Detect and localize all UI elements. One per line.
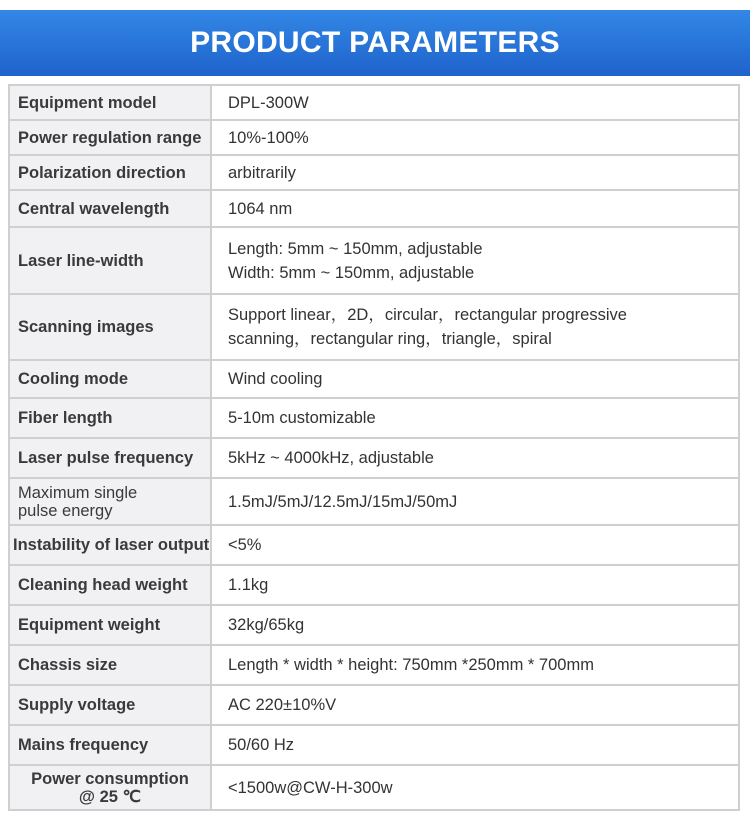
- param-value-text: 10%-100%: [228, 128, 309, 147]
- param-label: [9, 360, 211, 398]
- param-label-text: Laser line-width: [18, 251, 144, 270]
- param-label-text: Laser pulse frequency: [18, 449, 194, 467]
- param-label-text: Central wavelength: [18, 199, 170, 218]
- param-label: [9, 525, 211, 565]
- param-value-text: Length * width * height: 750mm *250mm * 700mm: [228, 656, 594, 674]
- table-row: [9, 645, 739, 685]
- param-value-text: 1064 nm: [228, 199, 293, 218]
- param-label: [9, 227, 211, 294]
- param-label: [9, 190, 211, 227]
- param-value-text: AC 220±10%V: [228, 696, 337, 714]
- table-row: [9, 478, 739, 525]
- param-value: [211, 765, 739, 810]
- table-row: [9, 190, 739, 227]
- param-label-text: Equipment model: [18, 93, 157, 112]
- param-value-text: arbitrarily: [228, 163, 296, 182]
- param-label-text: Fiber length: [18, 409, 113, 427]
- table-row: [9, 605, 739, 645]
- param-value: [211, 725, 739, 765]
- param-value: [211, 438, 739, 478]
- param-value-text: Length: 5mm ~ 150mm, adjustable: [228, 239, 483, 258]
- param-value: [211, 398, 739, 438]
- param-value: [211, 120, 739, 155]
- param-label: [9, 155, 211, 190]
- table-row: [9, 438, 739, 478]
- param-label-text: Supply voltage: [18, 696, 136, 714]
- table-row: [9, 565, 739, 605]
- param-value-text: 32kg/65kg: [228, 616, 305, 634]
- table-row: [9, 294, 739, 360]
- table-row: [9, 120, 739, 155]
- param-value: [211, 85, 739, 120]
- param-value: [211, 605, 739, 645]
- table-row: [9, 227, 739, 294]
- param-label: [9, 725, 211, 765]
- param-label-text: Equipment weight: [18, 616, 161, 634]
- table-row: [9, 765, 739, 810]
- param-value-text: Support linear，2D，circular，rectangular progressive: [228, 306, 627, 324]
- param-label-text: Polarization direction: [18, 163, 186, 182]
- table-row: [9, 398, 739, 438]
- param-value: [211, 645, 739, 685]
- param-label: [9, 85, 211, 120]
- param-value: [211, 190, 739, 227]
- param-value: [211, 525, 739, 565]
- param-label-text: Power regulation range: [18, 128, 202, 147]
- param-label: [9, 294, 211, 360]
- param-value: [211, 565, 739, 605]
- table-row: [9, 85, 739, 120]
- param-label: [9, 478, 211, 525]
- param-label-text: Scanning images: [18, 318, 154, 336]
- table-row: [9, 525, 739, 565]
- param-label-text: Maximum single: [18, 483, 138, 502]
- param-value-text: 50/60 Hz: [228, 736, 295, 754]
- table-row: [9, 360, 739, 398]
- table-row: [9, 155, 739, 190]
- param-value-text: 1.5mJ/5mJ/12.5mJ/15mJ/50mJ: [228, 492, 458, 511]
- parameters-table: [8, 84, 740, 811]
- param-value-text: 1.1kg: [228, 576, 269, 594]
- page-title: PRODUCT PARAMETERS: [190, 26, 560, 59]
- param-label: [9, 565, 211, 605]
- param-value-text-2: Width: 5mm ~ 150mm, adjustable: [228, 263, 475, 282]
- param-value: [211, 227, 739, 294]
- param-label: [9, 765, 211, 810]
- param-value-text: DPL-300W: [228, 93, 309, 112]
- table-row: [9, 685, 739, 725]
- param-value-text: <5%: [228, 536, 262, 554]
- table-row: [9, 725, 739, 765]
- param-value-text: Wind cooling: [228, 370, 323, 388]
- param-value: [211, 685, 739, 725]
- param-label: [9, 645, 211, 685]
- param-value-text: 5-10m customizable: [228, 409, 376, 427]
- param-label-text: Cooling mode: [18, 370, 128, 388]
- param-label: [9, 685, 211, 725]
- param-label: [9, 605, 211, 645]
- param-label-text: Cleaning head weight: [18, 576, 188, 594]
- param-label: [9, 120, 211, 155]
- param-label: [9, 398, 211, 438]
- param-label-text: Instability of laser output: [13, 536, 210, 554]
- param-label-text: Chassis size: [18, 656, 118, 674]
- param-label-text-2: pulse energy: [18, 501, 113, 520]
- param-value: [211, 155, 739, 190]
- param-value-text-2: scanning，rectangular ring，triangle，spiral: [228, 330, 552, 348]
- header-banner: [0, 10, 750, 76]
- param-value: [211, 478, 739, 525]
- param-label-text-2: @ 25 ℃: [78, 787, 142, 806]
- param-value: [211, 294, 739, 360]
- param-value: [211, 360, 739, 398]
- param-label-text: Power consumption: [31, 769, 189, 788]
- param-label: [9, 438, 211, 478]
- param-label-text: Mains frequency: [18, 736, 149, 754]
- param-value-text: <1500w@CW-H-300w: [228, 778, 393, 797]
- param-value-text: 5kHz ~ 4000kHz, adjustable: [228, 449, 434, 467]
